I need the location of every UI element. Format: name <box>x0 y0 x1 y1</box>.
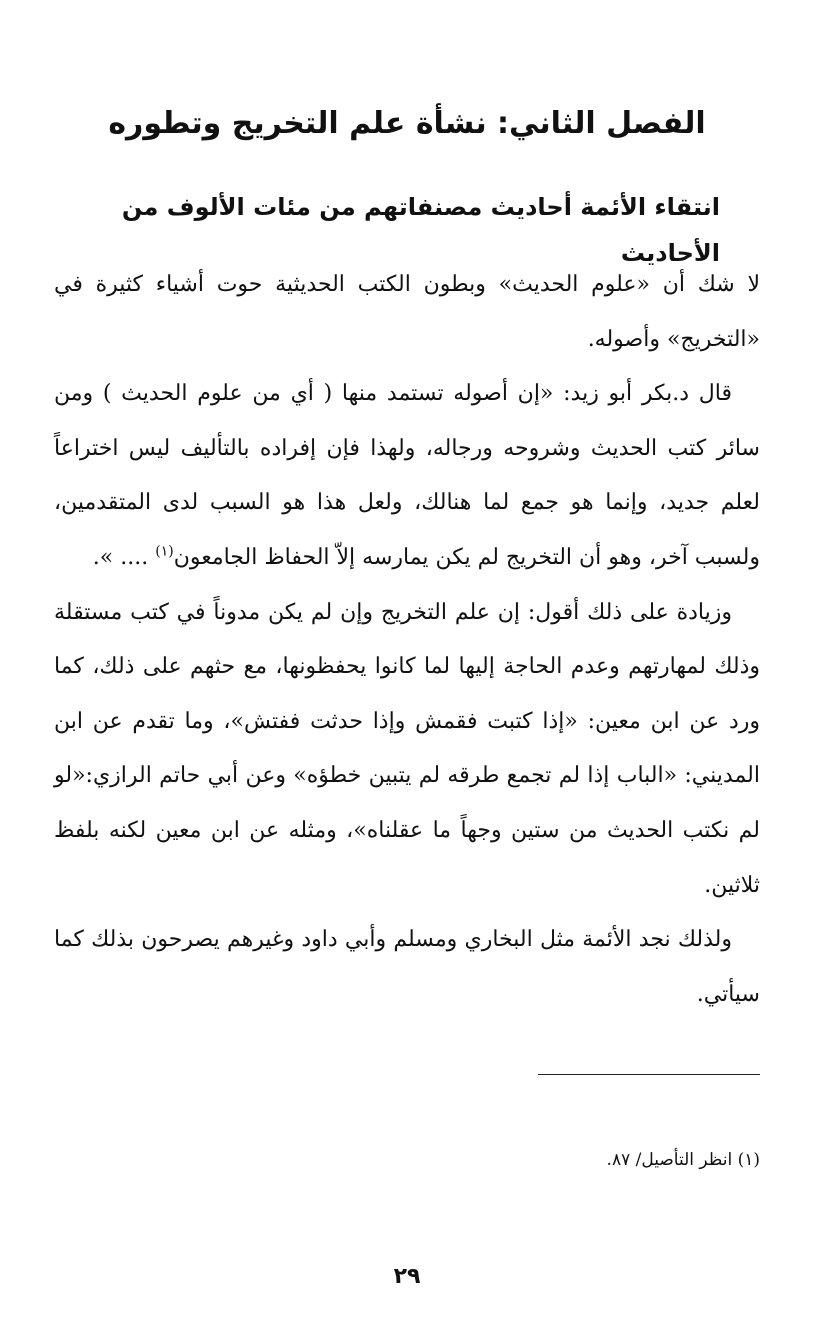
paragraph-2 <box>54 367 760 585</box>
paragraph-2-ending: .... ». <box>92 544 156 570</box>
section-title: انتقاء الأئمة أحاديث مصنفاتهم من مئات الألوف من الأحاديث <box>121 193 720 267</box>
body-text <box>54 258 760 1022</box>
page-number: ٢٩ <box>393 1264 421 1289</box>
chapter-title: الفصل الثاني: نشأة علم التخريج وتطوره <box>108 106 706 141</box>
paragraph-4: ولذلك نجد الأئمة مثل البخاري ومسلم وأبي داود وغيرهم يصرحون بذلك كما سيأتي. <box>54 927 760 1007</box>
footnote-separator <box>538 1074 760 1075</box>
paragraph-1: لا شك أن «علوم الحديث» وبطون الكتب الحديثية حوت أشياء كثيرة في «التخريج» وأصوله. <box>54 272 760 352</box>
paragraph-2-text: قال د.بكر أبو زيد: «إن أصوله تستمد منها ( أي من علوم الحديث ) ومن سائر كتب الحديث وشروحه ورجاله، ولهذا فإن إفراده بالتأليف ليس اختراعاً لعلم جديد، وإنما هو جمع لما هنالك، ولعل هذا هو السبب لدى المتقدمين، ولسبب آخر، وهو أن التخريج لم يكن يمارسه إلاّ الحفاظ الجامعون <box>54 381 760 570</box>
footnote-reference[interactable]: (١) <box>155 543 174 560</box>
footnote: (١) انظر التأصيل/ ٨٧. <box>606 1150 760 1170</box>
paragraph-3: وزيادة على ذلك أقول: إن علم التخريج وإن لم يكن مدوناً في كتب مستقلة وذلك لمهارتهم وعدم الحاجة إليها لما كانوا يحفظونها، مع حثهم على ذلك، كما ورد عن ابن معين: «إذا كتبت فقمش وإذا حدثت ففتش»، وما تقدم عن ابن المديني: «الباب إذا لم تجمع طرقه لم يتبين خطؤه» وعن أبي حاتم الرازي:«لو لم نكتب الحديث من ستين وجهاً ما عقلناه»، ومثله عن ابن معين لكنه بلفظ ثلاثين. <box>54 599 760 898</box>
